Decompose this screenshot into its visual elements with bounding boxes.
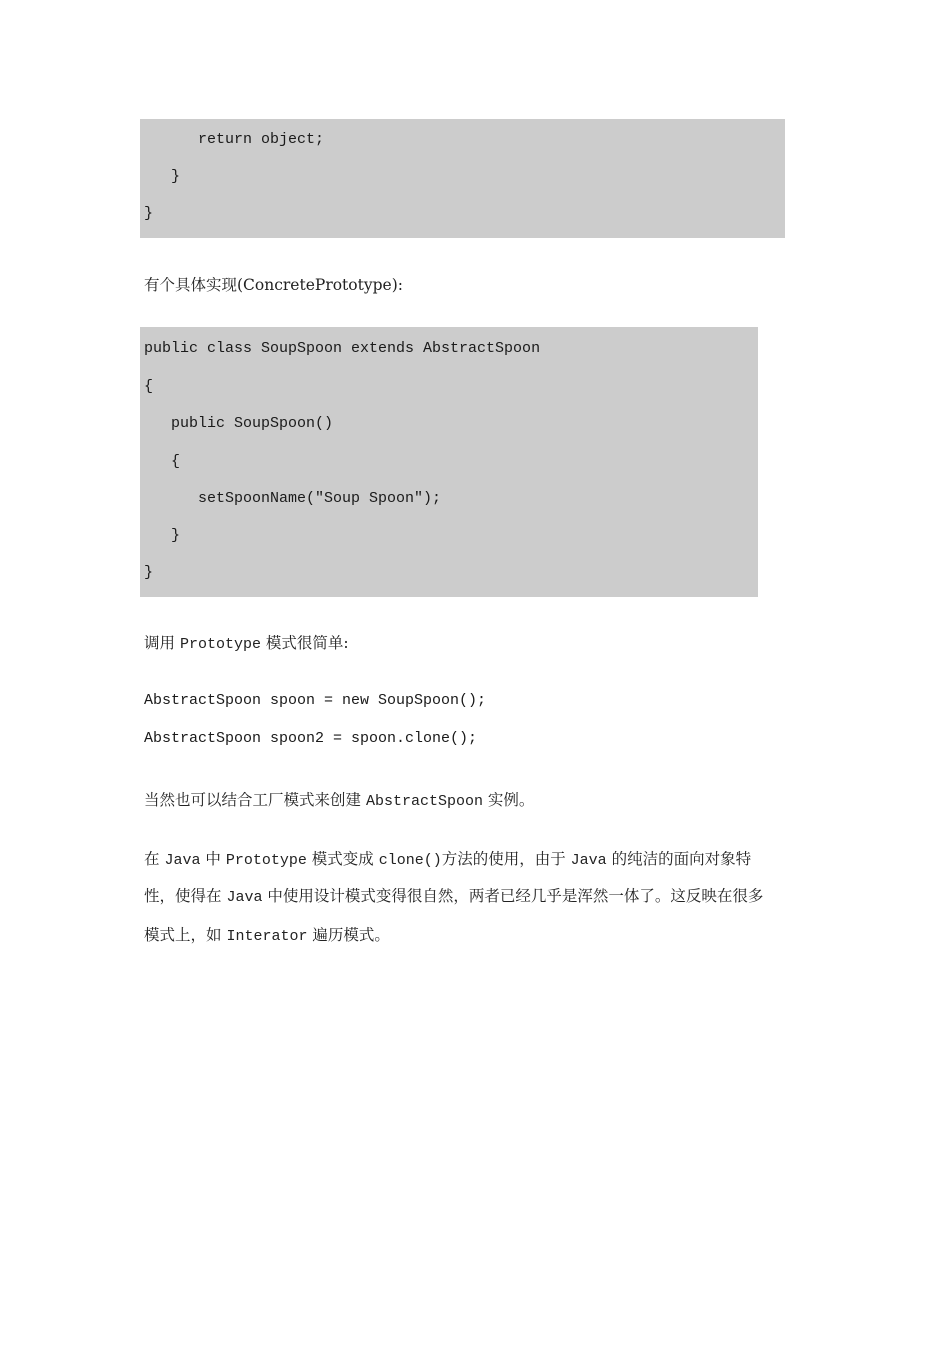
code-line: public class SoupSpoon extends AbstractSpoon [144,340,541,357]
code-line: } [144,564,154,581]
text-segment: 模式很简单: [260,634,349,652]
text-segment: 当然也可以结合工厂模式来创建 [144,791,366,809]
text-segment: 在 [144,850,165,868]
inline-code: AbstractSpoon [365,793,483,810]
inline-code: Java [226,889,263,906]
text-segment: 方法的使用，由于 [441,850,571,868]
inline-code: Interator [226,928,308,945]
text-segment: 模式上，如 [144,926,227,944]
text-segment: 遍历模式。 [307,926,390,944]
text-segment: 中使用设计模式变得很自然，两者已经几乎是浑然一体了。这反映在很多 [262,887,764,905]
code-block-soupspoon [140,327,758,597]
paragraph-java-line-2 [144,886,763,908]
code-line: } [144,168,181,185]
paragraph-factory [144,790,534,812]
code-line: public SoupSpoon() [144,415,334,432]
paragraph-java-line-3 [144,925,390,947]
inline-code: Prototype [225,852,307,869]
code-line: } [144,527,181,544]
text-segment: 实例。 [482,791,535,809]
paragraph-java-line-1 [144,849,751,871]
code-line: setSpoonName("Soup Spoon"); [144,490,442,507]
code-block-top [140,119,785,238]
code-line: } [144,205,154,222]
code-line: { [144,378,154,395]
paragraph-call-prototype [144,633,349,655]
inline-code: clone() [378,852,442,869]
code-line: return object; [144,131,325,148]
usage-code-line-1: AbstractSpoon spoon = new SoupSpoon(); [144,692,487,709]
text-segment: 模式变成 [306,850,379,868]
inline-code: Java [164,852,201,869]
text-segment: 性，使得在 [144,887,227,905]
text-segment: 的纯洁的面向对象特 [606,850,752,868]
usage-code-line-2: AbstractSpoon spoon2 = spoon.clone(); [144,730,478,747]
code-line: { [144,453,181,470]
inline-code: Java [570,852,607,869]
inline-code: Prototype [179,636,261,653]
text-segment: 调用 [144,634,180,652]
text-segment: 中 [200,850,226,868]
paragraph-concrete-prototype: 有个具体实现(ConcretePrototype): [144,276,403,294]
